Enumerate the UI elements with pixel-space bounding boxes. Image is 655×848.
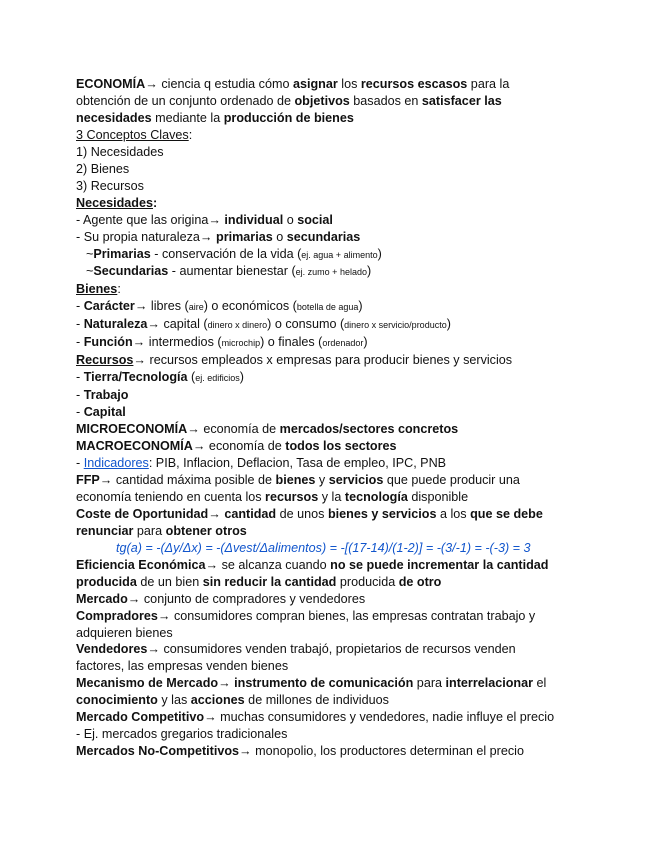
bold-text: servicios [328,472,384,487]
tilde-bullet: ~ [86,246,94,261]
text: ) [446,317,451,332]
text: - conservación de la vida ( [150,246,302,261]
text-line [76,127,576,144]
text: economía teniendo en cuenta los [76,489,266,504]
text: de millones de individuos [244,693,389,708]
text-line [76,574,576,591]
small-note: aire [188,302,204,313]
text-line [76,421,576,438]
text: : [188,127,193,142]
section-heading: Necesidades [76,195,154,210]
text: de unos [276,506,328,521]
bold-text: de otro [398,574,442,589]
text: o [272,229,287,244]
text-line [76,316,576,334]
text-line [76,523,576,540]
bold-text: Mercados No-Competitivos [76,744,240,759]
bold-text: Naturaleza [83,317,148,332]
text: obtención de un conjunto ordenado de [76,93,295,108]
bold-text: Tierra/Tecnología [83,370,188,385]
small-note: ej. zumo + helado [295,267,367,278]
bold-text: FFP [76,472,100,487]
bold-text: tecnología [344,489,408,504]
bold-text: Primarias [93,246,151,261]
bold-text: Trabajo [83,388,129,403]
text: 1) Necesidades [76,144,164,159]
bold-text: satisfacer las [421,93,502,108]
text: ) o consumo ( [267,317,345,332]
text-line [76,352,576,369]
bold-text: sin reducir la cantidad [202,574,337,589]
small-note: botella de agua [296,302,359,313]
bold-text: Compradores [76,608,158,623]
text-line [76,743,576,760]
text-line [76,93,576,110]
text-line [76,212,576,229]
text-line [76,625,576,642]
underlined-text: 3 Conceptos Claves [76,127,189,142]
text-line [76,726,576,743]
text-line [76,281,576,298]
text: - [76,299,84,314]
bold-text: Eficiencia Económica [76,557,206,572]
text: para [133,523,166,538]
bold-text: necesidades [76,110,152,125]
bold-text: producción de bienes [223,110,354,125]
text-line [76,195,576,212]
text: que puede producir una [383,472,520,487]
bold-text: instrumento de comunicación [234,676,414,691]
text-line [76,709,576,726]
section-heading: Bienes [76,282,118,297]
text-line [76,76,576,93]
text-line [76,591,576,608]
bold-text: Secundarias [93,264,169,279]
text: → [208,506,225,521]
text: de un bien [136,574,203,589]
bold-text: conocimiento [76,693,158,708]
text: → capital ( [147,317,208,332]
bold-text: Mercado Competitivo [76,710,205,725]
text-line [76,641,576,658]
text: basados en [349,93,422,108]
text: para [413,676,446,691]
text-line [76,110,576,127]
text: - Agente que las origina→ [76,212,225,227]
bold-text: mercados/sectores concretos [279,422,459,437]
text: → conjunto de compradores y vendedores [127,591,366,606]
text: y [315,472,329,487]
small-note: dinero x servicio/producto [344,320,447,331]
formula: tg(a) = -(Δy/Δx) = -(Δvest/Δalimentos) = -[(17-14)/(1-2)] = -(3/-1) = -(-3) = 3 [116,540,531,555]
bold-text: no se puede incrementar la cantidad [330,557,549,572]
text: → consumidores venden trabajó, propietarios de recursos venden [147,642,516,657]
text: - [76,370,84,385]
text: → economía de [192,439,286,454]
text: - Su propia naturaleza→ [76,229,217,244]
bold-text: MACROECONOMÍA [76,439,193,454]
text: → ciencia q estudia cómo [145,77,293,91]
bold-text: obtener otros [165,523,247,538]
text-line [76,298,576,316]
bold-text: Mecanismo de Mercado [76,676,219,691]
text-line [76,658,576,675]
text: ) [377,246,382,261]
text: - [76,335,84,350]
text: : [117,282,121,297]
bold-text: acciones [190,693,245,708]
bold-text: interrelacionar [445,676,534,691]
bold-text: que se debe [470,506,543,521]
text: o [283,212,298,227]
text: producida [336,574,399,589]
text: → recursos empleados x empresas para producir bienes y servicios [133,353,513,368]
bold-text: primarias [216,229,273,244]
text-line [76,675,576,692]
text: ) [239,370,244,385]
bold-text: Carácter [83,299,135,314]
text-line [76,161,576,178]
bold-text: cantidad [224,506,277,521]
text: factores, las empresas venden bienes [76,659,289,674]
text: adquieren bienes [76,625,173,640]
text: y las [157,693,191,708]
text: → cantidad máxima posible de [99,472,276,487]
text: ( [187,370,196,385]
small-note: dinero x dinero [207,320,268,331]
text: → libres ( [134,299,189,314]
text: - [76,405,84,420]
text: → monopolio, los productores determinan el precio [239,744,524,759]
text-line [76,263,576,281]
bold-text: secundarias [286,229,361,244]
bold-text: bienes y servicios [327,506,437,521]
text: mediante la [151,110,224,125]
text-line [76,472,576,489]
text-line [76,506,576,523]
text: el [533,676,547,691]
bold-text: social [297,212,333,227]
bold-text: individual [224,212,284,227]
text: → [218,676,235,691]
text: → muchas consumidores y vendedores, nadie influye el precio [204,710,555,725]
bold-text: objetivos [294,93,350,108]
text: ) o finales ( [260,335,323,350]
text-line [76,369,576,387]
bold-text: todos los sectores [285,439,397,454]
bold-text: Coste de Oportunidad [76,506,209,521]
bold-text: Capital [83,405,126,420]
text: - [76,388,84,403]
text: ) [363,335,368,350]
bold-text: renunciar [76,523,134,538]
text-line [76,489,576,506]
text: ) [358,299,363,314]
document-page [76,76,576,760]
text-line [76,246,576,264]
text-line [76,692,576,709]
text-line [76,540,576,557]
small-note: microchip [221,338,261,349]
text-line [76,387,576,404]
small-note: ej. agua + alimento [301,249,378,260]
text: 3) Recursos [76,178,144,193]
small-note: ej. edificios [195,373,240,384]
text-line [76,178,576,195]
section-heading: Recursos [76,353,134,368]
bold-text: MICROECONOMÍA [76,422,188,437]
underlined-text: Indicadores [83,455,149,470]
text-line [76,334,576,352]
text-line [76,144,576,161]
text: - [76,317,84,332]
bold-text: ECONOMÍA [76,77,146,91]
bold-text: recursos [265,489,319,504]
text: → consumidores compran bienes, las empresas contratan trabajo y [157,608,536,623]
text-line [76,404,576,421]
text: a los [436,506,471,521]
text: → economía de [187,422,280,437]
text: → se alcanza cuando [205,557,331,572]
text: 2) Bienes [76,161,130,176]
bold-text: recursos escasos [360,77,468,91]
text: - Ej. mercados gregarios tradicionales [76,727,288,742]
text: ) [366,264,372,279]
tilde-bullet: ~ [86,264,94,279]
text: y la [318,489,345,504]
text-line [76,608,576,625]
text: : PIB, Inflacion, Deflacion, Tasa de empleo, IPC, PNB [148,455,447,470]
text-line [76,438,576,455]
bold-text: Función [83,335,133,350]
text: - aumentar bienestar ( [168,264,296,279]
bold-text: : [153,195,158,210]
text: disponible [407,489,469,504]
text-line [76,455,576,472]
text-line [76,557,576,574]
bold-text: Vendedores [76,642,148,657]
text: → intermedios ( [132,335,222,350]
text: para la [467,77,510,91]
bold-text: producida [76,574,137,589]
text: - [76,455,84,470]
bold-text: Mercado [76,591,128,606]
text: los [337,77,361,91]
small-note: ordenador [322,338,364,349]
bold-text: bienes [275,472,316,487]
text: ) o económicos ( [203,299,297,314]
bold-text: asignar [292,77,338,91]
text-line [76,229,576,246]
